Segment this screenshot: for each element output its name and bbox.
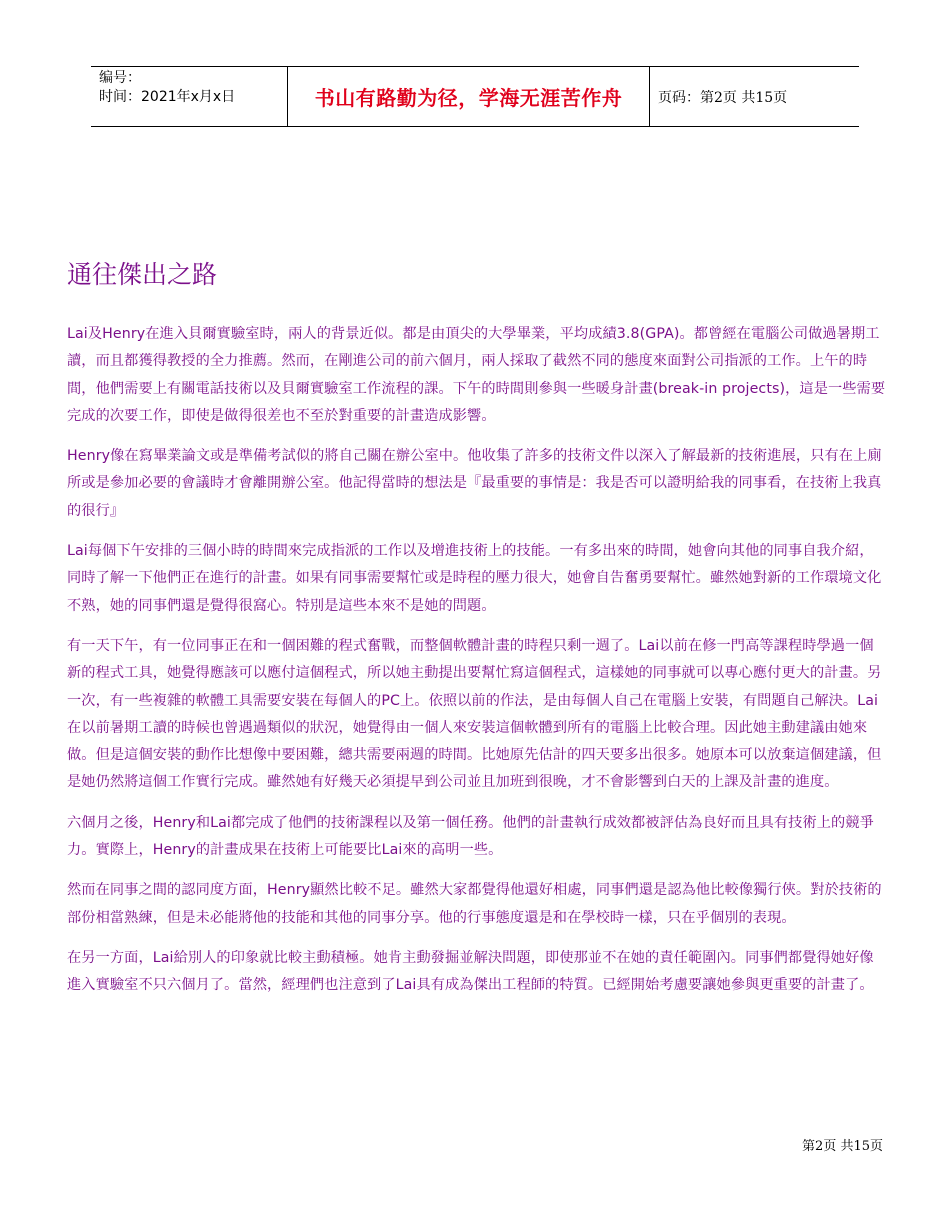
- article-title: 通往傑出之路: [67, 260, 218, 289]
- page-footer: [802, 1135, 883, 1154]
- time-label: 时间：2021年x月x日: [99, 89, 236, 105]
- header-motto-cell: [287, 67, 650, 126]
- header-page-info: 页码：第2页 共15页: [658, 89, 788, 106]
- footer-page-info: 第2页 共15页: [802, 1139, 883, 1154]
- header-meta-cell: [91, 67, 287, 126]
- paragraph: 然而在同事之間的認同度方面，Henry顯然比較不足。雖然大家都覺得他還好相處，同事們還是認為他比較像獨行俠。對於技術的部份相當熟練，但是未必能將他的技能和其他的同事分享。他的行事態度還是和在學校時一樣，只在乎個別的表現。: [67, 882, 882, 926]
- motto: 书山有路勤为径，学海无涯苦作舟: [314, 86, 623, 110]
- paragraph: 在另一方面，Lai給別人的印象就比較主動積極。她肯主動發掘並解決問題，即使那並不在她的責任範圍內。同事們都覺得她好像進入實驗室不只六個月了。當然，經理們也注意到了Lai具有成為傑出工程師的特質。已經開始考慮要讓她參與更重要的計畫了。: [67, 949, 874, 994]
- article-body: [67, 256, 887, 1013]
- header-page-cell: [650, 67, 859, 126]
- header-table: [91, 66, 859, 127]
- code-label: 编号：: [99, 70, 141, 86]
- paragraph: Lai每個下午安排的三個小時的時間來完成指派的工作以及增進技術上的技能。一有多出來的時間，她會向其他的同事自我介紹，同時了解一下他們正在進行的計畫。如果有同事需要幫忙或是時程的壓力很大，她會自告奮勇要幫忙。雖然她對新的工作環境文化不熟，她的同事們還是覺得很窩心。特別是這些本來不是她的問題。: [67, 543, 882, 614]
- paragraph: 六個月之後，Henry和Lai都完成了他們的技術課程以及第一個任務。他們的計畫執行成效都被評估為良好而且具有技術上的競爭力。實際上，Henry的計畫成果在技術上可能要比Lai來的高明一些。: [67, 814, 874, 859]
- paragraph: Lai及Henry在進入貝爾實驗室時，兩人的背景近似。都是由頂尖的大學畢業，平均成績3.8(GPA)。都曾經在電腦公司做過暑期工讀，而且都獲得教授的全力推薦。然而，在剛進公司的前六個月，兩人採取了截然不同的態度來面對公司指派的工作。上午的時間，他們需要上有關電話技術以及貝爾實驗室工作流程的課。下午的時間則參與一些暖身計畫(break-in projects)，這是一些需要完成的次要工作，即使是做得很差也不至於對重要的計畫造成影響。: [67, 326, 886, 424]
- paragraph: 有一天下午，有一位同事正在和一個困難的程式奮戰，而整個軟體計畫的時程只剩一週了。Lai以前在修一門高等課程時學過一個新的程式工具，她覺得應該可以應付這個程式，所以她主動提出要幫忙寫這個程式，這樣她的同事就可以專心應付更大的計畫。另一次，有一些複雜的軟體工具需要安裝在每個人的PC上。依照以前的作法，是由每個人自己在電腦上安裝，有問題自己解決。Lai在以前暑期工讀的時候也曾遇過類似的狀況，她覺得由一個人來安裝這個軟體到所有的電腦上比較合理。因此她主動建議由她來做。但是這個安裝的動作比想像中要困難，總共需要兩週的時間。比她原先估計的四天要多出很多。她原本可以放棄這個建議，但是她仍然將這個工作實行完成。雖然她有好幾天必須提早到公司並且加班到很晚，才不會影響到白天的上課及計畫的進度。: [67, 637, 882, 791]
- paragraph: Henry像在寫畢業論文或是準備考試似的將自己關在辦公室中。他收集了許多的技術文件以深入了解最新的技術進展，只有在上廁所或是參加必要的會議時才會離開辦公室。他記得當時的想法是『最重要的事情是：我是否可以證明給我的同事看，在技術上我真的很行』: [67, 448, 882, 519]
